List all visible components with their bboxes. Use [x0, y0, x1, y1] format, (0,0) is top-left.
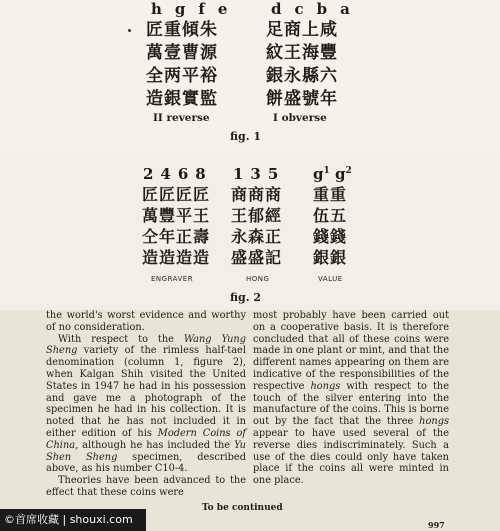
fig1-obverse-row: 銀永縣六: [266, 66, 338, 86]
text-column-right: [253, 310, 449, 487]
fig2-hong-row: 王郁經: [231, 206, 283, 225]
paragraph: [46, 310, 246, 334]
fig2-value-row: 伍五: [313, 206, 348, 225]
fig2-value-heading: [313, 165, 352, 183]
fig1-obverse-letters: dcba: [271, 0, 363, 18]
fig2-hong-row: 永森正: [231, 227, 283, 246]
fig2-value-row: 銀銀: [313, 248, 348, 267]
fig1-caption: fig. 1: [230, 130, 262, 143]
fig1-reverse-row: 萬壹曹源: [146, 43, 218, 63]
fig2-hong-column: [231, 184, 282, 268]
text-run: most probably have been carried out on a cooperative basis. It is therefore concluded that all of these coins were made in one plant or mint, and that the different names appearing on them are indicative of the responsibilities of the respective: [253, 310, 449, 392]
ink-spot: [128, 29, 131, 32]
fig2-value-column: [313, 184, 347, 268]
watermark-banner: ©首席收藏 | shouxi.com: [0, 509, 146, 531]
text-run: With respect to the: [58, 333, 184, 345]
fig2-hong-row: 商商商: [231, 185, 283, 204]
fig2-value-label: VALUE: [318, 275, 343, 283]
paragraph: [46, 475, 246, 499]
italic-run: Yu Shen Sheng: [46, 439, 246, 463]
fig2-hong-row: 盛盛記: [231, 248, 283, 267]
fig2-engraver-row: 匠匠匠匠: [142, 185, 211, 204]
paragraph: [46, 334, 246, 476]
text-run: variety of the rimless half-tael denomination (column 1, figure 2), when Kalgan Shih visited the United States in 1947 he had in his possession and gave me a photograph of the specimen he had in his collection. It is noted that he has not included it in either edition of his: [46, 345, 246, 439]
text-column-left: [46, 310, 246, 499]
fig2-value-row: 錢錢: [313, 227, 348, 246]
figure-2: [0, 152, 500, 310]
fig1-obverse-inscription: [266, 19, 338, 111]
fig2-engraver-label: ENGRAVER: [151, 275, 194, 283]
fig2-value-sup2: 2: [345, 166, 352, 176]
text-run: Theories have been advanced to the effect that these coins were: [46, 475, 246, 498]
fig2-value-sup1: 1: [323, 166, 330, 176]
text-run: specimen, described above, as his number C10-4.: [46, 451, 246, 475]
fig1-obverse-row: 餅盛號年: [266, 89, 338, 109]
fig2-hong-numbers: 135: [233, 165, 286, 183]
fig1-obverse-caption: I obverse: [273, 112, 327, 124]
italic-run: Wang Yung Sheng: [46, 333, 246, 357]
fig1-reverse-inscription: [146, 19, 218, 111]
fig2-value-row: 重重: [313, 185, 348, 204]
page-number: 997: [428, 520, 445, 530]
italic-run: hongs: [310, 380, 341, 392]
figure-1: [0, 0, 500, 152]
italic-run: hongs: [419, 416, 449, 428]
fig1-reverse-row: 匠重傾朱: [146, 20, 218, 40]
fig1-reverse-letters: hgfe: [151, 0, 241, 18]
fig1-reverse-row: 造銀實監: [146, 89, 218, 109]
text-run: the world's worst evidence and worthy of no consideration.: [46, 310, 246, 333]
fig1-reverse-caption: II reverse: [153, 112, 210, 124]
fig2-value-g2: g: [335, 165, 346, 183]
fig1-reverse-row: 全两平裕: [146, 66, 218, 86]
fig1-obverse-row: 足商上咸: [266, 20, 338, 40]
text-run: appear to have used several of the reverse dies indiscriminately. Such a use of the dies could only have taken place if the coins all were minted in one place.: [253, 427, 449, 487]
fig2-engraver-row: 萬豐平王: [142, 206, 211, 225]
fig2-engraver-row: 造造造造: [142, 248, 211, 267]
text-run: although he has included the: [78, 439, 235, 451]
fig2-caption: fig. 2: [230, 291, 262, 304]
fig1-obverse-row: 紋王海豐: [266, 43, 338, 63]
fig2-engraver-row: 仝年正壽: [142, 227, 211, 246]
paragraph: [253, 310, 449, 487]
continued-note: To be continued: [202, 503, 283, 513]
fig2-value-g1: g: [313, 165, 324, 183]
fig2-hong-label: HONG: [246, 275, 270, 283]
fig2-engraver-column: [142, 184, 210, 268]
italic-run: Modern Coins of China,: [46, 427, 247, 451]
text-run: with respect to the touch of the silver entering into the manufacture of the coins. This is borne out by the fact that the three: [253, 380, 449, 428]
fig2-engraver-numbers: 2468: [143, 165, 213, 183]
